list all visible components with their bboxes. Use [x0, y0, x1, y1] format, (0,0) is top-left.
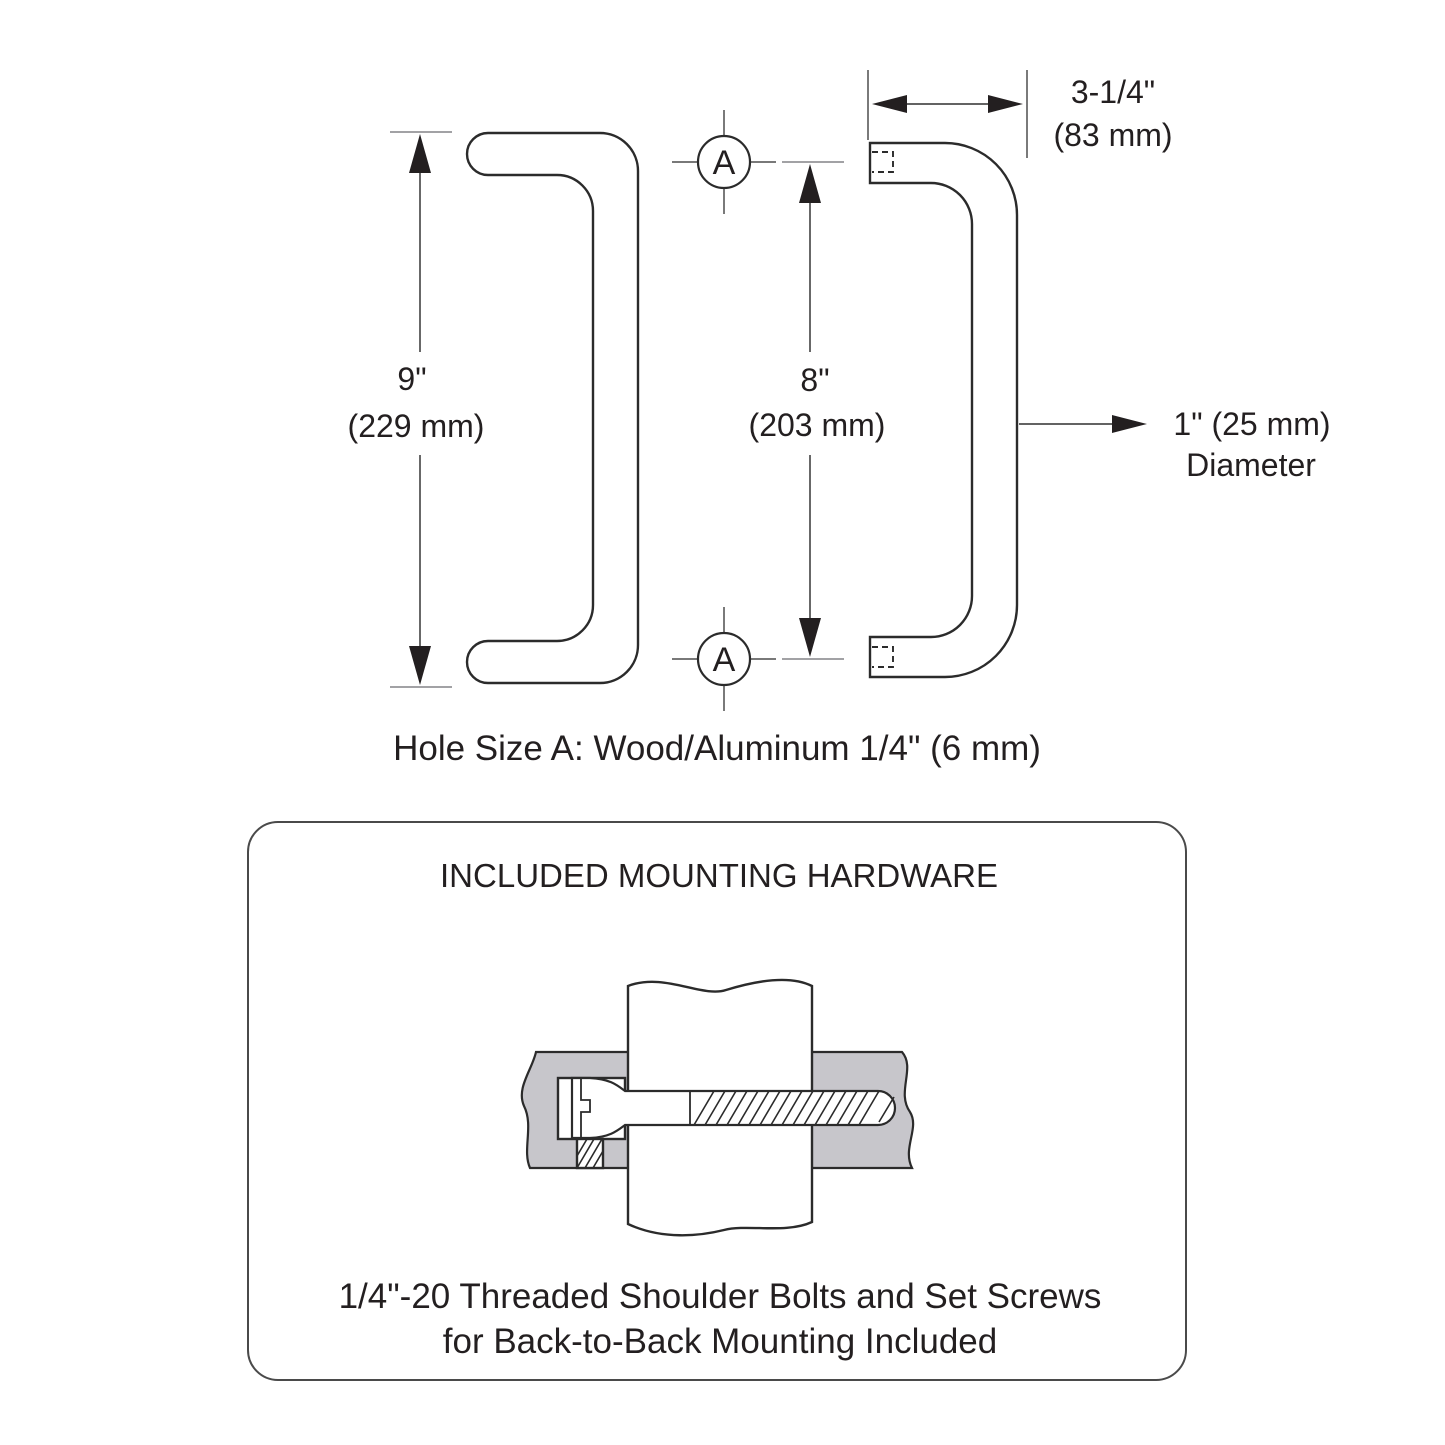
hole-size-note: Hole Size A: Wood/Aluminum 1/4" (6 mm) [393, 729, 1041, 768]
dim-9in-value: 9" [397, 361, 427, 397]
dim-diameter-value: 1" (25 mm) [1173, 406, 1331, 442]
dim-8in-value: 8" [800, 362, 830, 398]
dim-diameter-label: Diameter [1186, 447, 1316, 483]
set-screw-hole-top [872, 152, 893, 172]
dim-3-1-4in-metric: (83 mm) [1053, 117, 1173, 153]
set-screw-hole-bottom [872, 647, 893, 667]
dimension-8in [749, 162, 886, 659]
hole-marker-top [672, 110, 776, 214]
dimension-diameter [1019, 406, 1331, 483]
hole-marker-bottom [672, 607, 776, 711]
dim-8in-metric: (203 mm) [748, 407, 886, 443]
handle-side-view [467, 133, 638, 683]
hardware-caption-line1: 1/4"-20 Threaded Shoulder Bolts and Set Screws [338, 1277, 1102, 1316]
dim-3-1-4in-value: 3-1/4" [1070, 74, 1156, 110]
hardware-box-title: INCLUDED MOUNTING HARDWARE [440, 857, 998, 894]
handle-front-view [870, 143, 1017, 677]
hole-marker-bottom-letter: A [712, 641, 736, 679]
bolt-cross-section [522, 980, 913, 1235]
hole-marker-top-letter: A [712, 144, 736, 182]
dimension-3-1-4in [868, 70, 1173, 158]
mounting-hardware-box [248, 822, 1186, 1380]
dim-9in-metric: (229 mm) [347, 408, 485, 444]
hardware-caption-line2: for Back-to-Back Mounting Included [442, 1322, 998, 1361]
dimension-9in [348, 132, 485, 687]
